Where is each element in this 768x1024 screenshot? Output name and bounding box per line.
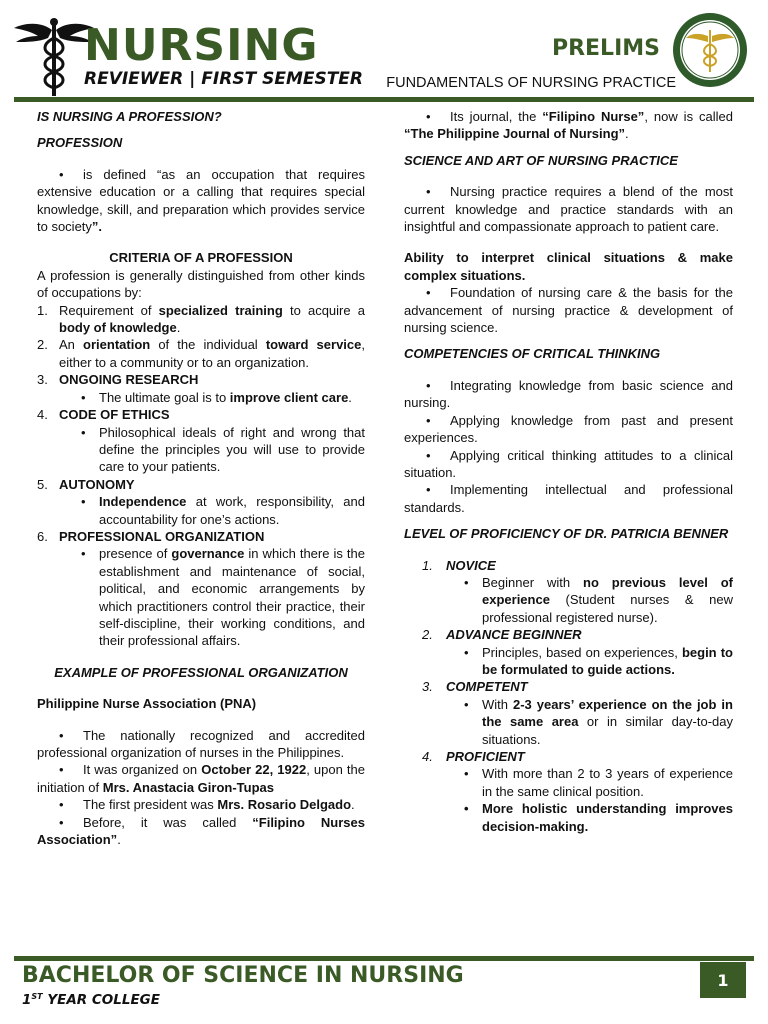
- section-heading: COMPETENCIES OF CRITICAL THINKING: [404, 346, 661, 362]
- page-header: [0, 0, 768, 104]
- left-column: [37, 108, 365, 848]
- profession-definition: • is defined “as an occupation that requires extensive education or a calling that requires special knowledge, skill, and preparation which provides service to society”.: [37, 166, 365, 236]
- list-item: • Nursing practice requires a blend of the most current knowledge and practice standards with an insightful and compassionate approach to patient care.: [404, 183, 733, 235]
- list-item: • presence of governance in which there is the establishment and maintenance of social, political, and economic arrangements by which practitioners control their practice, their self-discipline, their working conditions, and their professional affairs.: [77, 545, 365, 649]
- list-item: 4. CODE OF ETHICS • Philosophical ideals of right and wrong that define the principles you will use to provide care to your patients.: [37, 406, 365, 476]
- list-item: • Before, it was called “Filipino Nurses Association”.: [37, 814, 365, 849]
- list-item: 2. ADVANCE BEGINNER • Principles, based on experiences, begin to be formulated to guide actions.: [422, 626, 733, 678]
- exam-label: PRELIMS: [551, 36, 660, 61]
- section-heading: SCIENCE AND ART OF NURSING PRACTICE: [404, 152, 678, 168]
- section-heading: EXAMPLE OF PROFESSIONAL ORGANIZATION: [54, 664, 348, 680]
- degree-label: BACHELOR OF SCIENCE IN NURSING: [22, 963, 464, 988]
- list-item: 1. NOVICE • Beginner with no previous level of experience (Student nurses & new professional registered nurse).: [422, 557, 733, 627]
- section-heading: Ability to interpret clinical situations & make complex situations.: [404, 250, 733, 283]
- list-item: 6. PROFESSIONAL ORGANIZATION • presence of governance in which there is the establishment and maintenance of social, political, and economic arrangements by which practitioners control their practice, their self-discipline, their working conditions, and their professional affairs.: [37, 528, 365, 650]
- list-item: • Applying critical thinking attitudes to a clinical situation.: [404, 447, 733, 482]
- list-item: • The ultimate goal is to improve client care.: [77, 389, 365, 406]
- right-column: [404, 108, 733, 835]
- page-number: 1: [700, 962, 746, 998]
- list-item: 1. Requirement of specialized training to acquire a body of knowledge.: [37, 302, 365, 336]
- list-item: 5. AUTONOMY • Independence at work, responsibility, and accountability for one’s actions.: [37, 476, 365, 528]
- list-item: • Independence at work, responsibility, and accountability for one’s actions.: [77, 493, 365, 528]
- header-divider: [14, 97, 754, 102]
- list-item: • Integrating knowledge from basic science and nursing.: [404, 377, 733, 412]
- course-title: FUNDAMENTALS OF NURSING PRACTICE: [386, 75, 676, 91]
- list-item: • Implementing intellectual and professional standards.: [404, 481, 733, 516]
- section-heading: IS NURSING A PROFESSION?: [37, 109, 222, 124]
- school-of-nursing-seal: [672, 12, 748, 88]
- list-item: • With 2-3 years’ experience on the job in the same area or in similar day-to-day situations.: [460, 696, 733, 748]
- list-item: 3. ONGOING RESEARCH • The ultimate goal is to improve client care.: [37, 371, 365, 406]
- criteria-list: [37, 302, 365, 650]
- list-item: 2. An orientation of the individual toward service, either to a community or to an organization.: [37, 337, 365, 370]
- list-item: • Principles, based on experiences, begin to be formulated to guide actions.: [460, 644, 733, 679]
- section-heading: LEVEL OF PROFICIENCY OF DR. PATRICIA BENNER: [404, 526, 729, 542]
- section-heading: CRITERIA OF A PROFESSION: [109, 250, 293, 266]
- list-item: • Foundation of nursing care & the basis for the advancement of nursing practice & development of nursing science.: [404, 284, 733, 336]
- list-item: • More holistic understanding improves decision-making.: [460, 800, 733, 835]
- year-label: 1ST YEAR COLLEGE: [22, 992, 160, 1008]
- list-item: • The first president was Mrs. Rosario Delgado.: [37, 796, 365, 813]
- list-item: • It was organized on October 22, 1922, upon the initiation of Mrs. Anastacia Giron-Tupas: [37, 761, 365, 796]
- list-item: • Its journal, the “Filipino Nurse”, now is called “The Philippine Journal of Nursing”.: [404, 108, 733, 143]
- proficiency-list: [422, 557, 733, 836]
- list-item: 3. COMPETENT • With 2-3 years’ experience on the job in the same area or in similar day-to-day situations.: [422, 678, 733, 748]
- list-item: • With more than 2 to 3 years of experience in the same clinical position.: [460, 765, 733, 800]
- page-subtitle: REVIEWER | FIRST SEMESTER: [84, 69, 364, 89]
- list-item: 4. PROFICIENT • With more than 2 to 3 years of experience in the same clinical position. • More holistic understanding improves decision-making.: [422, 748, 733, 835]
- list-item: • Beginner with no previous level of experience (Student nurses & new professional registered nurse).: [460, 574, 733, 626]
- page-title: NURSING: [84, 20, 319, 71]
- footer-divider: [14, 956, 754, 961]
- list-item: • The nationally recognized and accredited professional organization of nurses in the Philippines.: [37, 727, 365, 762]
- section-heading: Philippine Nurse Association (PNA): [37, 696, 257, 712]
- list-item: • Philosophical ideals of right and wrong that define the principles you will use to provide care to your patients.: [77, 424, 365, 476]
- criteria-intro: A profession is generally distinguished from other kinds of occupations by:: [37, 267, 365, 301]
- section-heading: PROFESSION: [37, 135, 123, 151]
- list-item: • Applying knowledge from past and present experiences.: [404, 412, 733, 447]
